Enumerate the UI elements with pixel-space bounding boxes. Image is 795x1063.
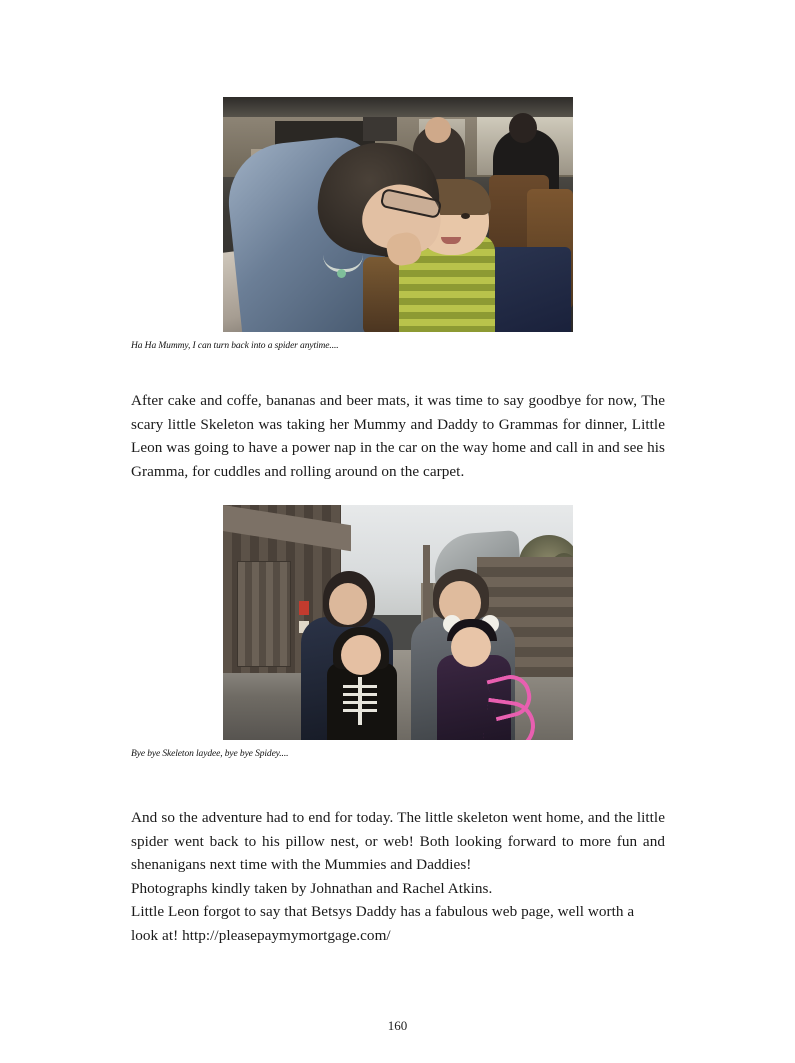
mother-face [329, 583, 367, 625]
figure-caption-cafe: Ha Ha Mummy, I can turn back into a spider anytime.... [131, 341, 339, 351]
page-content [131, 0, 665, 947]
figure-cafe [131, 97, 665, 351]
photo-outdoors [223, 505, 573, 740]
spider-child-face [451, 627, 491, 667]
closing-text-block [131, 806, 665, 947]
photo-wrapper-cafe [223, 97, 573, 332]
background-person-left-head [425, 117, 451, 143]
paragraph-after-cake: After cake and coffe, bananas and beer mats, it was time to say goodbye for now, The scary little Skeleton was taking her Mummy and Daddy to Grammas for dinner, Little Leon was going to have a power nap in the car on the way home and call in and see his Gramma, for cuddles and rolling around on the carpet. [131, 392, 665, 480]
paragraph-photo-credit: Photographs kindly taken by Johnathan and Rachel Atkins. [131, 879, 493, 897]
skeleton-child-face [341, 635, 381, 675]
baby-eye-right [461, 213, 470, 219]
paragraph-adventure-end: And so the adventure had to end for today. The little skeleton went home, and the little spider went back to his pillow nest, or web! Both looking forward to more fun and shenanigans next time with the Mummies and Daddies! [131, 809, 665, 873]
shed-sign-red [299, 601, 309, 615]
figure-caption-outdoors: Bye bye Skeleton laydee, bye bye Spidey.... [131, 749, 289, 759]
background-person-right-head [509, 113, 537, 143]
photo-cafe [223, 97, 573, 332]
outdoor-shed-door [237, 561, 291, 667]
woman-pendant [337, 269, 346, 278]
photo-wrapper-outdoors [223, 505, 573, 740]
page-number: 160 [387, 1018, 408, 1033]
skeleton-spine-print [358, 677, 362, 725]
paragraph-web-page: Little Leon forgot to say that Betsys Daddy has a fabulous web page, well worth a look at! http://pleasepaymymortgage.com/ [131, 903, 635, 944]
cafe-menu-board [363, 117, 397, 141]
figure-outdoors [131, 505, 665, 759]
